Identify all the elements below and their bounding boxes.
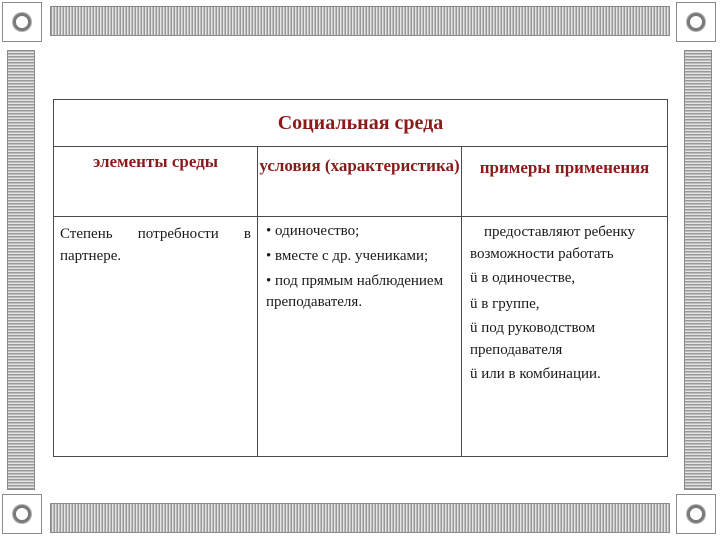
ring-icon bbox=[13, 13, 31, 31]
example-item: ü под руководством преподавателя bbox=[470, 320, 596, 358]
ring-icon bbox=[13, 505, 31, 523]
table-title: Социальная среда bbox=[54, 100, 668, 147]
element-text: Степень потребности в партнере. bbox=[60, 226, 251, 264]
frame-corner-top-left bbox=[2, 2, 42, 42]
frame-top-bar bbox=[50, 6, 670, 36]
ring-icon bbox=[687, 505, 705, 523]
cell-element bbox=[54, 217, 258, 457]
examples-intro: предоставляют ребенку возможности работать bbox=[470, 224, 635, 262]
ring-icon bbox=[687, 13, 705, 31]
cell-conditions bbox=[258, 217, 462, 457]
table-title-row bbox=[54, 100, 668, 147]
frame-left-bar bbox=[7, 50, 35, 490]
frame-bottom-bar bbox=[50, 503, 670, 533]
social-environment-table bbox=[53, 99, 668, 457]
frame-right-bar bbox=[684, 50, 712, 490]
condition-item: • одиночество; bbox=[266, 223, 360, 239]
example-item: ü или в комбинации. bbox=[470, 366, 601, 382]
condition-item: • под прямым наблюдением преподавателя. bbox=[266, 273, 444, 310]
example-item: ü в группе, bbox=[470, 296, 540, 312]
table-header-row bbox=[54, 147, 668, 217]
cell-examples bbox=[462, 217, 668, 457]
header-examples: примеры применения bbox=[462, 147, 668, 217]
frame-corner-top-right bbox=[676, 2, 716, 42]
frame-corner-bottom-left bbox=[2, 494, 42, 534]
table-row bbox=[54, 217, 668, 457]
example-item: ü в одиночестве, bbox=[470, 270, 576, 286]
header-conditions: условия (характеристика) bbox=[258, 147, 462, 217]
frame-corner-bottom-right bbox=[676, 494, 716, 534]
condition-item: • вместе с др. учениками; bbox=[266, 248, 429, 264]
header-elements: элементы среды bbox=[54, 147, 258, 217]
